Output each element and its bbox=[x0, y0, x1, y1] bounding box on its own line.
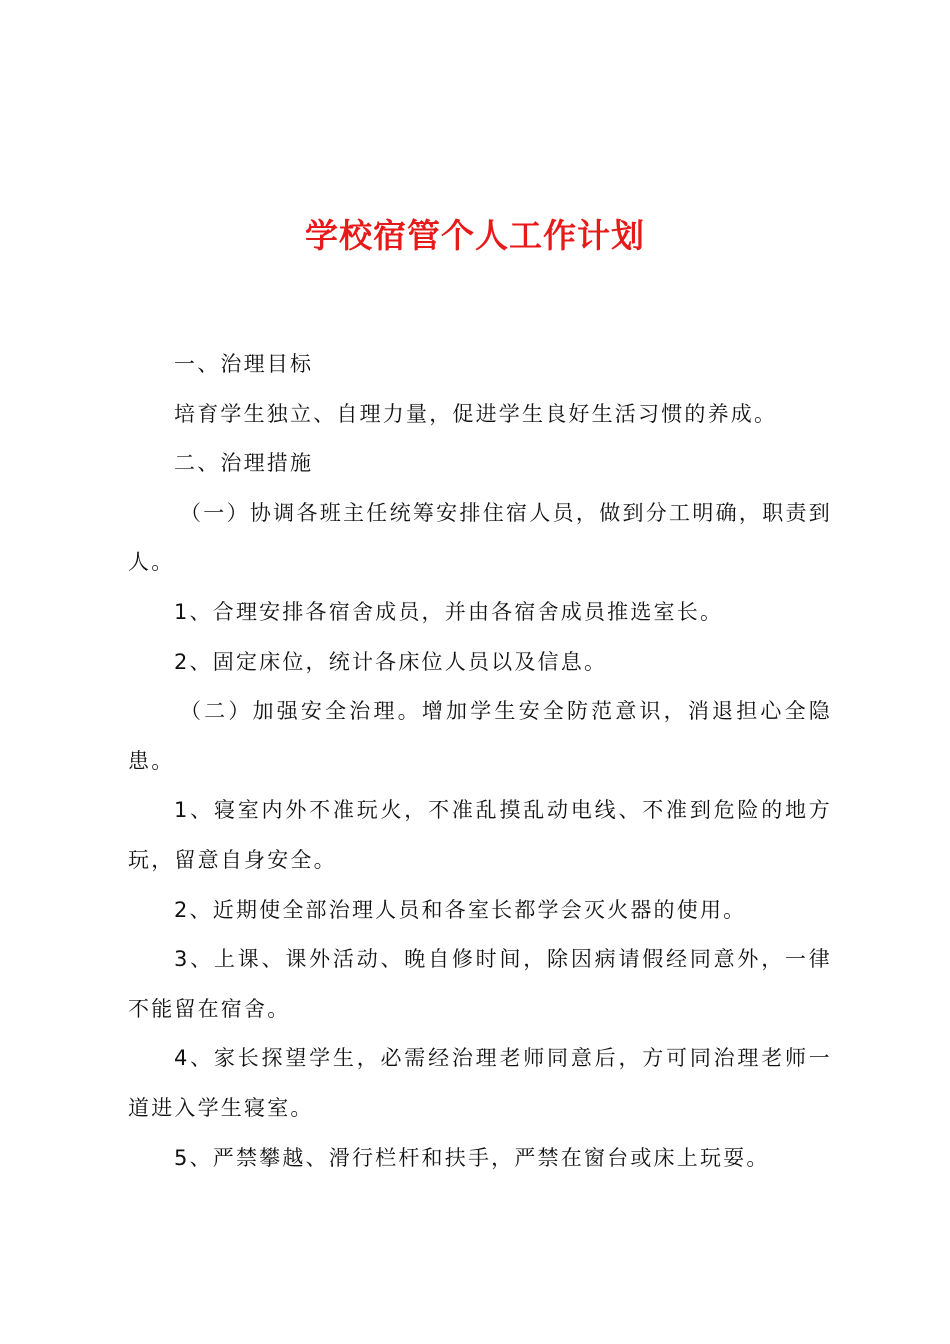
document-body bbox=[128, 340, 832, 1183]
paragraph: 培育学生独立、自理力量，促进学生良好生活习惯的养成。 bbox=[174, 401, 778, 426]
section-heading: 二、治理措施 bbox=[174, 451, 314, 476]
list-item: 1、寝室内外不准玩火，不准乱摸乱动电线、不准到危险的地方玩，留意自身安全。 bbox=[128, 798, 832, 872]
subsection-heading: （一）协调各班主任统筹安排住宿人员，做到分工明确，职责到人。 bbox=[128, 500, 832, 575]
section-heading: 一、治理目标 bbox=[174, 352, 314, 376]
list-item: 2、近期使全部治理人员和各室长都学会灭火器的使用。 bbox=[174, 897, 747, 922]
document-title: 学校宿管个人工作计划 bbox=[305, 216, 645, 255]
list-item: 5、严禁攀越、滑行栏杆和扶手，严禁在窗台或床上玩耍。 bbox=[174, 1145, 770, 1170]
list-item: 2、固定床位，统计各床位人员以及信息。 bbox=[174, 649, 608, 674]
list-item: 4、家长探望学生，必需经治理老师同意后，方可同治理老师一道进入学生寝室。 bbox=[128, 1046, 832, 1120]
list-item: 3、上课、课外活动、晚自修时间，除因病请假经同意外，一律不能留在宿舍。 bbox=[128, 947, 832, 1021]
subsection-heading: （二）加强安全治理。增加学生安全防范意识，消退担心全隐患。 bbox=[128, 699, 832, 773]
list-item: 1、合理安排各宿舍成员，并由各宿舍成员推选室长。 bbox=[174, 599, 724, 624]
